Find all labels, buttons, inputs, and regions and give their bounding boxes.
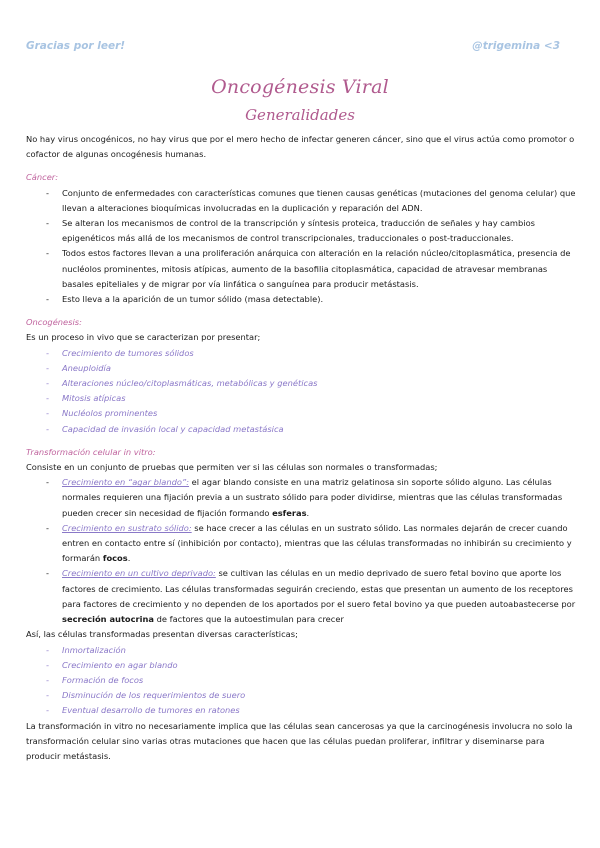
list-item: - Capacidad de invasión local y capacidad metastásica [26,422,578,437]
test-text: se cultivan las células en un medio deprivado de suero fetal bovino que aporte los factores de crecimiento. Las células transformadas seguirán creciendo, estas que presentan un aumento de los receptores para factores de crecimiento y no dependen de los aportados por el suero fetal bovino ya que pueden autoabastecerse por [62,568,576,609]
conclusion-paragraph: La transformación in vitro no necesariamente implica que las células sean cancerosas ya que la carcinogénesis involucra no solo la transformación celular sino varias otras mutaciones que hacen que las células puedan proliferar, infiltrar y diseminarse para producir metástasis. [26,720,573,761]
characteristics-list [26,643,578,719]
test-item-sustrato [26,521,578,567]
list-item: - Crecimiento en agar blando [26,658,578,673]
test-label: Crecimiento en un cultivo deprivado: [62,568,216,579]
test-item-cultivo [26,566,578,627]
test-text: el agar blando consiste en una matriz gelatinosa sin soporte sólido alguno. Las células normales requieren una fijación previa a un sustrato sólido para poder dividirse, mientras que las células transformadas pueden crecer sin necesidad de fijación formando [62,477,563,518]
header-left-note: Gracias por leer! [26,40,126,52]
list-item: - Crecimiento de tumores sólidos [26,346,578,361]
section-heading-cancer: Cáncer: [26,172,59,183]
test-bold-term: focos [102,553,128,564]
intro-paragraph: No hay virus oncogénicos, no hay virus que por el mero hecho de infectar generen cáncer, sino que el virus actúa como promotor o cofactor de algunas oncogénesis humanas. [26,134,575,160]
transformacion-tests-list [26,475,578,627]
list-item: - Se alteran los mecanismos de control de la transcripción y síntesis proteica, traducción de señales y hay cambios epigenéticos más allá de los mecanismos de control transcripcionales, traduccionales o post-traduccionales. [26,216,578,246]
test-tail: de factores que la autoestimulan para crecer [154,614,344,625]
test-tail: . [306,507,310,518]
transformacion-intro: Consiste en un conjunto de pruebas que permiten ver si las células son normales o transformadas; [26,462,438,473]
section-heading-transformacion: Transformación celular in vitro: [26,446,156,457]
page-subtitle: Generalidades [245,106,355,124]
list-item: - Aneuploidía [26,361,578,376]
test-label: Crecimiento en “agar blando”: [62,477,190,488]
list-item: - Alteraciones núcleo/citoplasmáticas, metabólicas y genéticas [26,376,578,391]
list-item: - Inmortalización [26,643,578,658]
oncogenesis-intro: Es un proceso in vivo que se caracterizan por presentar; [26,332,261,343]
cancer-list [26,186,578,308]
test-bold-term: esferas [272,507,307,518]
test-bold-term: secreción autocrina [62,614,154,625]
test-tail: . [127,553,131,564]
list-item: - Esto lleva a la aparición de un tumor sólido (masa detectable). [26,292,578,307]
list-item: - Nucléolos prominentes [26,406,578,421]
test-text: se hace crecer a las células en un sustrato sólido. Las normales dejarán de crecer cuando entren en contacto entre sí (inhibición por contacto), mientras que las células transformadas no inhibirán su crecimiento y formarán [62,522,572,564]
list-item: - Disminución de los requerimientos de suero [26,688,578,703]
page-title: Oncogénesis Viral [211,76,389,98]
document-body [26,132,578,764]
test-item-agar [26,475,578,521]
header-right-handle: @trigemina <3 [472,40,560,52]
summary-intro: Así, las células transformadas presentan diversas características; [26,629,298,640]
list-item: - Mitosis atípicas [26,391,578,406]
list-item: - Todos estos factores llevan a una proliferación anárquica con alteración en la relación núcleo/citoplasmática, presencia de nucléolos prominentes, mitosis atípicas, aumento de la basofilia citoplasmática, capacidad de atravesar membranas basales epiteliales y de migrar por vía linfática o sanguínea para producir metástasis. [26,246,578,292]
section-heading-oncogenesis: Oncogénesis: [26,317,82,328]
test-label: Crecimiento en sustrato sólido: [62,522,192,533]
oncogenesis-list [26,346,578,437]
list-item: - Formación de focos [26,673,578,688]
list-item: - Conjunto de enfermedades con características comunes que tienen causas genéticas (mutaciones del genoma celular) que llevan a alteraciones bioquímicas involucradas en la duplicación y reparación del ADN. [26,186,578,216]
list-item: - Eventual desarrollo de tumores en ratones [26,703,578,718]
